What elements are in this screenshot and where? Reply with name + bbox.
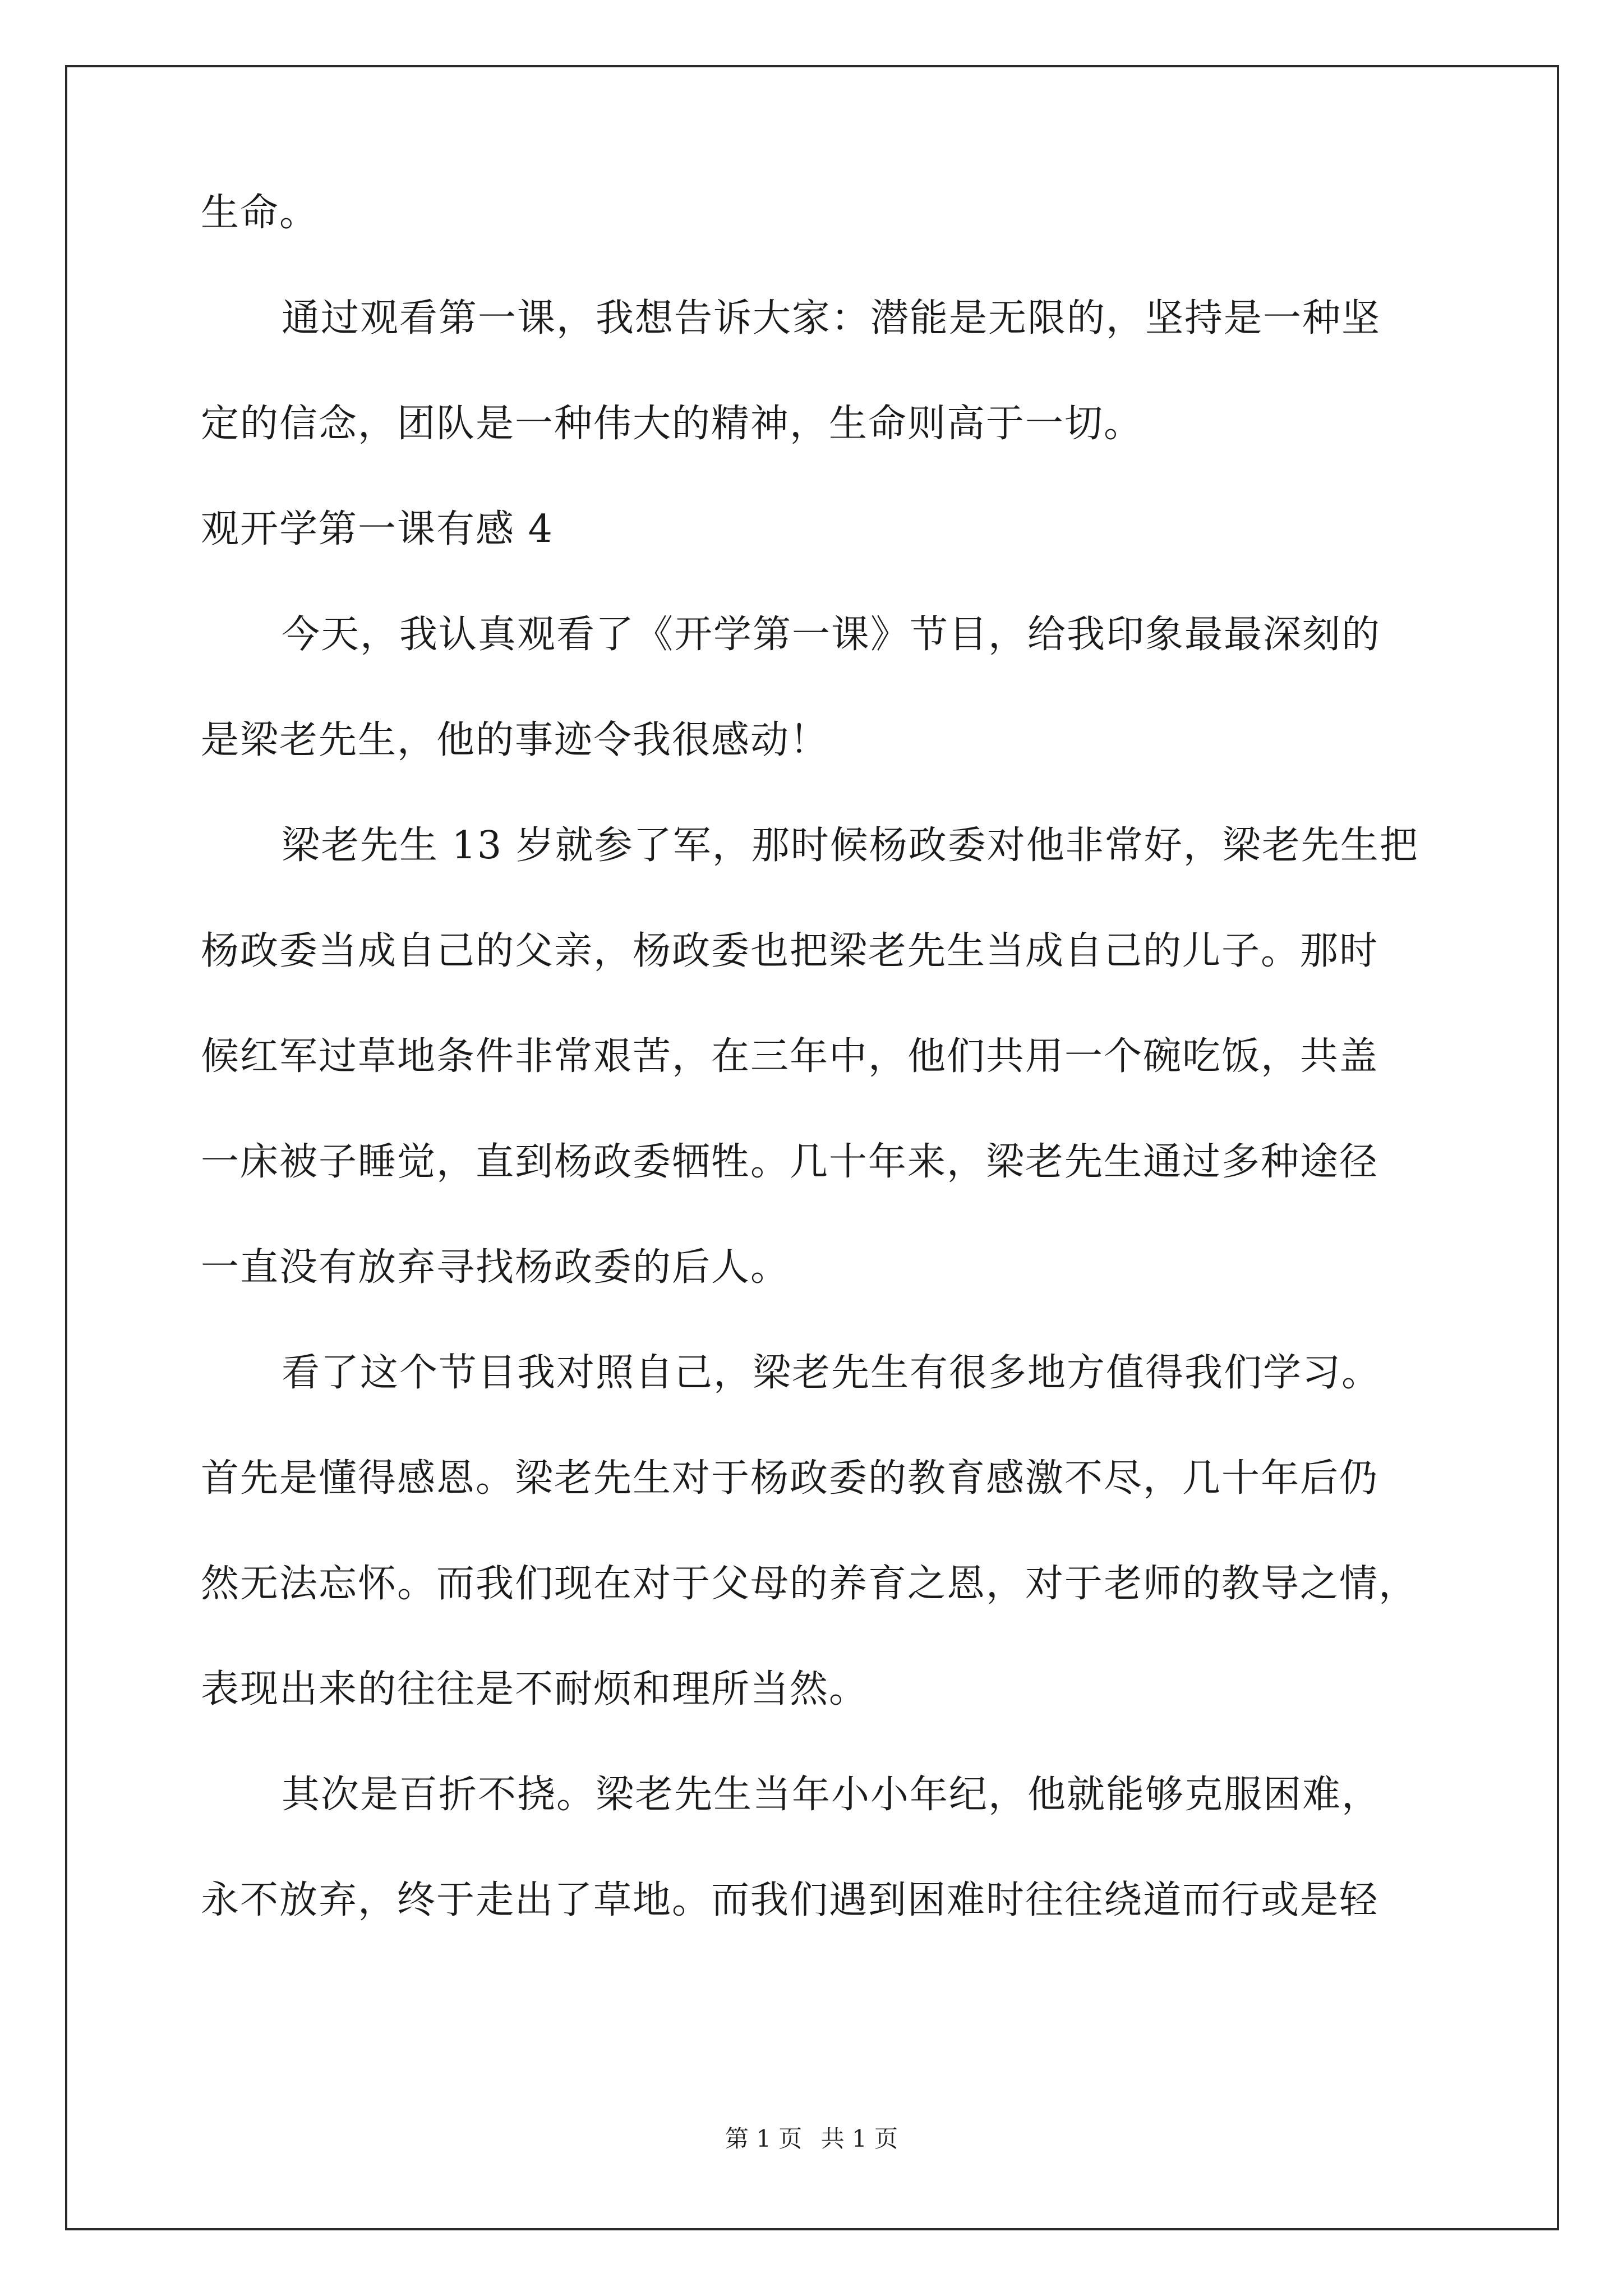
text-line: 今天，我认真观看了《开学第一课》节目，给我印象最最深刻的 xyxy=(282,613,1381,657)
text-line: 其次是百折不挠。梁老先生当年小小年纪，他就能够克服困难， xyxy=(282,1773,1381,1817)
text-line: 看了这个节目我对照自己，梁老先生有很多地方值得我们学习。 xyxy=(282,1351,1381,1395)
text-line: 然无法忘怀。而我们现在对于父母的养育之恩，对于老师的教导之情， xyxy=(201,1562,1418,1606)
text-line: 梁老先生 13 岁就参了军，那时候杨政委对他非常好，梁老先生把 xyxy=(282,823,1419,868)
text-line: 定的信念，团队是一种伟大的精神，生命则高于一切。 xyxy=(201,402,1144,446)
text-line: 首先是懂得感恩。梁老先生对于杨政委的教育感激不尽，几十年后仍 xyxy=(201,1456,1379,1501)
page-number-total: 共 1 页 xyxy=(820,2125,898,2152)
text-line: 候红军过草地条件非常艰苦，在三年中，他们共用一个碗吃饭，共盖 xyxy=(201,1034,1379,1079)
page-footer xyxy=(0,2125,1623,2153)
text-line: 是梁老先生，他的事迹令我很感动！ xyxy=(201,718,829,762)
section-heading: 观开学第一课有感 4 xyxy=(201,507,554,551)
text-line: 表现出来的往往是不耐烦和理所当然。 xyxy=(201,1667,869,1711)
text-line: 永不放弃，终于走出了草地。而我们遇到困难时往往绕道而行或是轻 xyxy=(201,1878,1379,1922)
text-line: 一床被子睡觉，直到杨政委牺牲。几十年来，梁老先生通过多种途径 xyxy=(201,1140,1379,1184)
page-number-current: 第 1 页 xyxy=(725,2125,803,2152)
text-line: 生命。 xyxy=(201,191,319,235)
text-line: 杨政委当成自己的父亲，杨政委也把梁老先生当成自己的儿子。那时 xyxy=(201,929,1379,973)
text-line: 通过观看第一课，我想告诉大家：潜能是无限的，坚持是一种坚 xyxy=(282,296,1381,341)
text-line: 一直没有放弃寻找杨政委的后人。 xyxy=(201,1245,790,1290)
